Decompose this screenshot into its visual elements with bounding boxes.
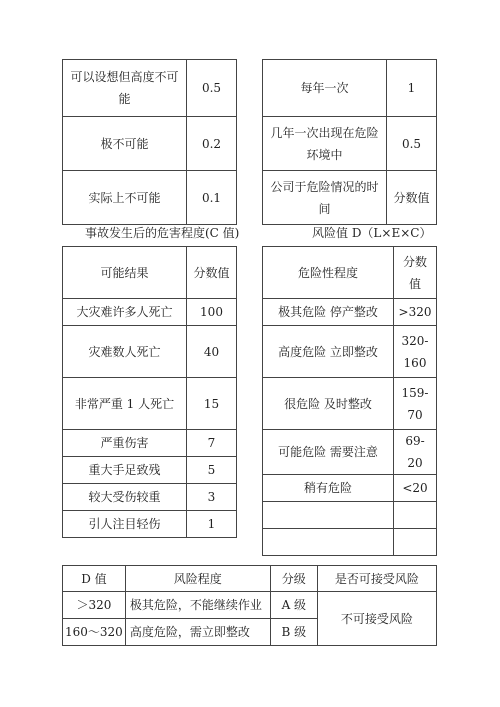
acceptability-cell: 不可接受风险 [317, 592, 436, 646]
column-header: D 值 [63, 566, 126, 592]
d-value-cell: ＞320 [63, 592, 126, 619]
exposure-description: 几年一次出现在危险环境中 [263, 117, 387, 171]
grade-cell: A 级 [270, 592, 317, 619]
exposure-table [262, 59, 437, 225]
column-header: 分数值 [394, 247, 437, 299]
score-cell: 3 [187, 484, 237, 511]
consequence-cell: 较大受伤较重 [63, 484, 187, 511]
exposure-description: 每年一次 [263, 60, 387, 117]
risk-grade-table [62, 565, 437, 646]
score-cell: 100 [187, 299, 237, 326]
consequence-caption: 事故发生后的危害程度(C 值) [85, 226, 240, 240]
likelihood-table [62, 59, 237, 225]
score-cell: 40 [187, 326, 237, 378]
score-cell: 15 [187, 378, 237, 430]
column-header: 分数值 [187, 247, 237, 299]
score-range-cell: 159-70 [394, 378, 437, 430]
column-header: 可能结果 [63, 247, 187, 299]
consequence-table [62, 246, 237, 538]
d-value-cell: 160～320 [63, 619, 126, 646]
likelihood-description: 实际上不可能 [63, 171, 187, 225]
consequence-cell: 引人注目轻伤 [63, 511, 187, 538]
likelihood-description: 极不可能 [63, 117, 187, 171]
likelihood-description: 可以设想但高度不可能 [63, 60, 187, 117]
score-cell: 1 [187, 511, 237, 538]
score-range-cell: <20 [394, 475, 437, 502]
danger-level-cell: 高度危险 立即整改 [263, 326, 394, 378]
grade-cell: B 级 [270, 619, 317, 646]
score-cell: 5 [187, 457, 237, 484]
column-header: 是否可接受风险 [317, 566, 436, 592]
exposure-score: 分数值 [387, 171, 437, 225]
score-range-cell [394, 502, 437, 529]
column-header: 分级 [270, 566, 317, 592]
score-cell: 7 [187, 430, 237, 457]
danger-level-cell [263, 529, 394, 556]
danger-level-cell: 稍有危险 [263, 475, 394, 502]
risk-value-table [262, 246, 437, 556]
score-range-cell [394, 529, 437, 556]
danger-level-cell: 可能危险 需要注意 [263, 430, 394, 475]
danger-level-cell: 极其危险 停产整改 [263, 299, 394, 326]
risk-level-cell: 极其危险，不能继续作业 [125, 592, 270, 619]
likelihood-score: 0.5 [187, 60, 237, 117]
score-range-cell: 69-20 [394, 430, 437, 475]
exposure-score: 0.5 [387, 117, 437, 171]
consequence-cell: 严重伤害 [63, 430, 187, 457]
score-range-cell: >320 [394, 299, 437, 326]
column-header: 危险性程度 [263, 247, 394, 299]
risk-value-caption: 风险值 D（L×E×C） [312, 226, 432, 240]
score-range-cell: 320-160 [394, 326, 437, 378]
column-header: 风险程度 [125, 566, 270, 592]
consequence-cell: 非常严重 1 人死亡 [63, 378, 187, 430]
risk-level-cell: 高度危险，需立即整改 [125, 619, 270, 646]
likelihood-score: 0.2 [187, 117, 237, 171]
likelihood-score: 0.1 [187, 171, 237, 225]
exposure-score: 1 [387, 60, 437, 117]
consequence-cell: 大灾难许多人死亡 [63, 299, 187, 326]
danger-level-cell: 很危险 及时整改 [263, 378, 394, 430]
exposure-description: 公司于危险情况的时间 [263, 171, 387, 225]
consequence-cell: 灾难数人死亡 [63, 326, 187, 378]
consequence-cell: 重大手足致残 [63, 457, 187, 484]
danger-level-cell [263, 502, 394, 529]
